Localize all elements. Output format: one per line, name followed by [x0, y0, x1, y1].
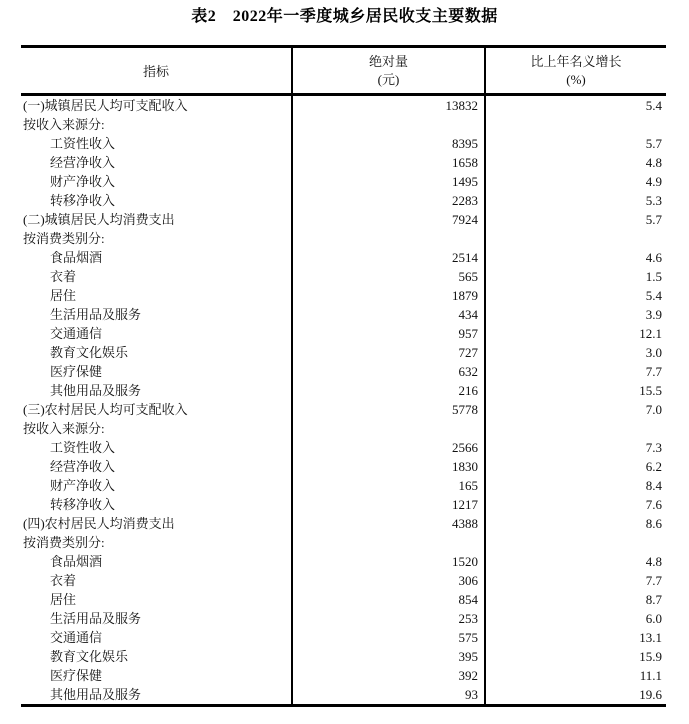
- table-row: [21, 533, 666, 552]
- absolute-value-cell: 165: [292, 476, 485, 495]
- indicator-cell: (四)农村居民人均消费支出: [23, 516, 175, 531]
- indicator-cell: 财产净收入: [50, 478, 116, 493]
- absolute-value-cell: 7924: [292, 210, 485, 229]
- indicator-cell: 居住: [50, 592, 77, 607]
- table-row: [21, 457, 666, 476]
- absolute-value-cell: 2514: [292, 248, 485, 267]
- absolute-value-cell: 1658: [292, 153, 485, 172]
- table-row: [21, 400, 666, 419]
- absolute-value-cell: 1495: [292, 172, 485, 191]
- table-row: [21, 210, 666, 229]
- table-row: [21, 590, 666, 609]
- growth-value-cell: [485, 533, 666, 552]
- table-row: [21, 476, 666, 495]
- growth-value-cell: 4.9: [645, 174, 662, 189]
- indicator-cell: 转移净收入: [50, 193, 116, 208]
- indicator-cell: (一)城镇居民人均可支配收入: [23, 98, 188, 113]
- growth-value-cell: 5.7: [645, 136, 662, 151]
- growth-value-cell: 7.3: [645, 440, 662, 455]
- table-row: [21, 153, 666, 172]
- absolute-value-cell: 565: [292, 267, 485, 286]
- table-row: [21, 134, 666, 153]
- absolute-value-cell: 4388: [292, 514, 485, 533]
- indicator-cell: 医疗保健: [50, 668, 103, 683]
- indicator-cell: 食品烟酒: [50, 250, 103, 265]
- growth-value-cell: 5.4: [645, 288, 662, 303]
- absolute-value-cell: 13832: [292, 95, 485, 116]
- growth-value-cell: 13.1: [639, 630, 662, 645]
- header-indicator: 指标: [21, 47, 292, 95]
- page-title: 表2 2022年一季度城乡居民收支主要数据: [191, 8, 498, 25]
- header-absolute-amount: [292, 47, 485, 95]
- table-row: [21, 267, 666, 286]
- growth-value-cell: 5.3: [645, 193, 662, 208]
- growth-value-cell: [485, 229, 666, 248]
- absolute-value-cell: 1520: [292, 552, 485, 571]
- table-row: [21, 419, 666, 438]
- growth-value-cell: 5.4: [645, 98, 662, 113]
- table-row: [21, 191, 666, 210]
- table-row: [21, 495, 666, 514]
- table-row: [21, 95, 666, 116]
- table-row: [21, 324, 666, 343]
- growth-value-cell: 4.8: [645, 155, 662, 170]
- table-row: [21, 248, 666, 267]
- indicator-cell: (二)城镇居民人均消费支出: [23, 212, 175, 227]
- header-row: [21, 47, 666, 95]
- indicator-cell: 其他用品及服务: [50, 383, 142, 398]
- absolute-value-cell: 306: [292, 571, 485, 590]
- indicator-cell: 生活用品及服务: [50, 307, 142, 322]
- table-row: [21, 514, 666, 533]
- growth-value-cell: [485, 115, 666, 134]
- indicator-cell: 交通通信: [50, 630, 103, 645]
- table-row: [21, 305, 666, 324]
- table-row: [21, 609, 666, 628]
- growth-value-cell: 3.0: [645, 345, 662, 360]
- table-row: [21, 685, 666, 706]
- header-absolute-label: 绝对量: [368, 53, 408, 69]
- table-body: [21, 95, 666, 706]
- indicator-cell: 按消费类别分:: [23, 231, 105, 246]
- growth-value-cell: 7.0: [645, 402, 662, 417]
- absolute-value-cell: [292, 229, 485, 248]
- absolute-value-cell: [292, 419, 485, 438]
- income-expenditure-table: [21, 45, 666, 707]
- table-row: [21, 286, 666, 305]
- indicator-cell: 生活用品及服务: [50, 611, 142, 626]
- growth-value-cell: 15.5: [639, 383, 662, 398]
- absolute-value-cell: 1879: [292, 286, 485, 305]
- growth-value-cell: 19.6: [639, 687, 662, 702]
- growth-value-cell: 4.8: [645, 554, 662, 569]
- table-row: [21, 115, 666, 134]
- absolute-value-cell: [292, 533, 485, 552]
- growth-value-cell: 3.9: [645, 307, 662, 322]
- growth-value-cell: 12.1: [639, 326, 662, 341]
- growth-value-cell: 4.6: [645, 250, 662, 265]
- growth-value-cell: 7.7: [645, 573, 662, 588]
- indicator-cell: 按收入来源分:: [23, 421, 105, 436]
- growth-value-cell: 6.2: [645, 459, 662, 474]
- indicator-cell: 教育文化娱乐: [50, 345, 129, 360]
- absolute-value-cell: 1830: [292, 457, 485, 476]
- table-row: [21, 172, 666, 191]
- indicator-cell: 衣着: [50, 269, 77, 284]
- indicator-cell: 工资性收入: [50, 440, 116, 455]
- absolute-value-cell: 2283: [292, 191, 485, 210]
- absolute-value-cell: 1217: [292, 495, 485, 514]
- table-row: [21, 381, 666, 400]
- absolute-value-cell: 392: [292, 666, 485, 685]
- growth-value-cell: 7.6: [645, 497, 662, 512]
- absolute-value-cell: 575: [292, 628, 485, 647]
- indicator-cell: 居住: [50, 288, 77, 303]
- table-row: [21, 666, 666, 685]
- indicator-cell: 按收入来源分:: [23, 117, 105, 132]
- absolute-value-cell: 727: [292, 343, 485, 362]
- growth-value-cell: 7.7: [645, 364, 662, 379]
- indicator-cell: 医疗保健: [50, 364, 103, 379]
- absolute-value-cell: 253: [292, 609, 485, 628]
- table-row: [21, 229, 666, 248]
- absolute-value-cell: 5778: [292, 400, 485, 419]
- growth-value-cell: 15.9: [639, 649, 662, 664]
- growth-value-cell: 8.7: [645, 592, 662, 607]
- growth-value-cell: 1.5: [645, 269, 662, 284]
- header-growth: [485, 47, 666, 95]
- indicator-cell: 按消费类别分:: [23, 535, 105, 550]
- header-growth-label: 比上年名义增长: [530, 53, 622, 69]
- header-absolute-unit: (元): [377, 71, 400, 87]
- table-row: [21, 552, 666, 571]
- table-row: [21, 343, 666, 362]
- indicator-cell: 转移净收入: [50, 497, 116, 512]
- indicator-cell: 教育文化娱乐: [50, 649, 129, 664]
- growth-value-cell: 8.6: [645, 516, 662, 531]
- indicator-cell: 交通通信: [50, 326, 103, 341]
- table-row: [21, 647, 666, 666]
- indicator-cell: 其他用品及服务: [50, 687, 142, 702]
- indicator-cell: 经营净收入: [50, 459, 116, 474]
- growth-value-cell: 11.1: [639, 668, 662, 683]
- indicator-cell: 衣着: [50, 573, 77, 588]
- absolute-value-cell: 957: [292, 324, 485, 343]
- absolute-value-cell: 216: [292, 381, 485, 400]
- header-growth-unit: (%): [566, 71, 586, 87]
- absolute-value-cell: [292, 115, 485, 134]
- growth-value-cell: [485, 419, 666, 438]
- absolute-value-cell: 395: [292, 647, 485, 666]
- table-header: [21, 47, 666, 95]
- growth-value-cell: 8.4: [645, 478, 662, 493]
- absolute-value-cell: 2566: [292, 438, 485, 457]
- absolute-value-cell: 93: [292, 685, 485, 706]
- table-row: [21, 571, 666, 590]
- indicator-cell: 食品烟酒: [50, 554, 103, 569]
- table-row: [21, 628, 666, 647]
- absolute-value-cell: 8395: [292, 134, 485, 153]
- table-row: [21, 362, 666, 381]
- indicator-cell: (三)农村居民人均可支配收入: [23, 402, 188, 417]
- growth-value-cell: 6.0: [645, 611, 662, 626]
- indicator-cell: 财产净收入: [50, 174, 116, 189]
- indicator-cell: 工资性收入: [50, 136, 116, 151]
- absolute-value-cell: 632: [292, 362, 485, 381]
- growth-value-cell: 5.7: [645, 212, 662, 227]
- absolute-value-cell: 854: [292, 590, 485, 609]
- indicator-cell: 经营净收入: [50, 155, 116, 170]
- table-row: [21, 438, 666, 457]
- absolute-value-cell: 434: [292, 305, 485, 324]
